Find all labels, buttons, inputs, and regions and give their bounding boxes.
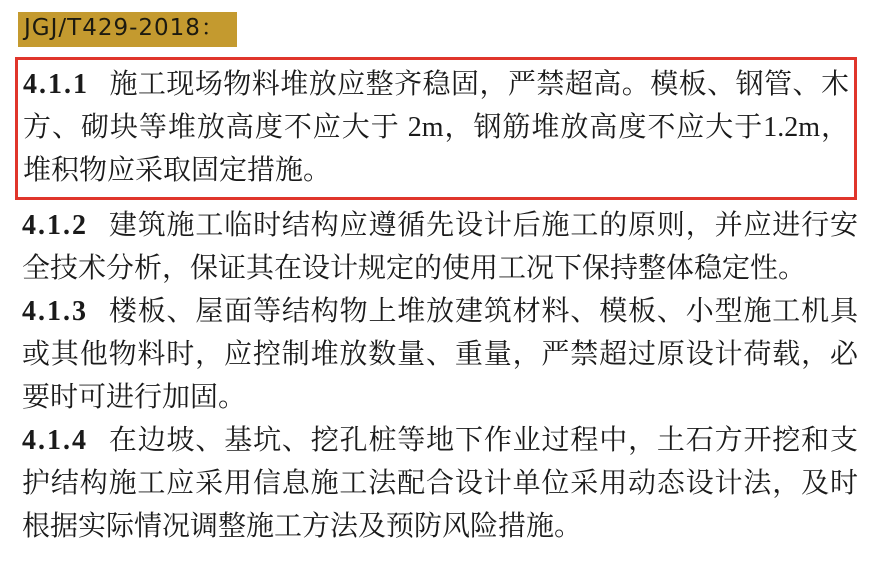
clause-number: 4.1.4	[22, 424, 88, 456]
clause-4-1-4	[22, 419, 858, 548]
clause-4-1-1	[23, 63, 849, 192]
clause-4-1-2	[22, 204, 858, 290]
clause-text: 在边坡、基坑、挖孔桩等地下作业过程中，土石方开挖和支护结构施工应采用信息施工法配合设计单位采用动态设计法，及时根据实际情况调整施工方法及预防风险措施。	[22, 424, 858, 542]
clause-number: 4.1.2	[22, 209, 88, 241]
clause-list	[22, 57, 858, 548]
clause-text: 建筑施工临时结构应遵循先设计后施工的原则，并应进行安全技术分析，保证其在设计规定的使用工况下保持整体稳定性。	[22, 209, 858, 284]
clause-text: 施工现场物料堆放应整齐稳固，严禁超高。模板、钢管、木方、砌块等堆放高度不应大于 2m，钢筋堆放高度不应大于1.2m，堆积物应采取固定措施。	[23, 68, 849, 186]
clause-4-1-3	[22, 290, 858, 419]
clause-number: 4.1.3	[22, 295, 88, 327]
clause-number: 4.1.1	[23, 68, 89, 100]
highlighted-clause-box	[15, 57, 857, 200]
clause-text: 楼板、屋面等结构物上堆放建筑材料、模板、小型施工机具或其他物料时，应控制堆放数量、重量，严禁超过原设计荷载，必要时可进行加固。	[22, 295, 858, 413]
standard-code-badge: JGJ/T429-2018：	[18, 12, 237, 47]
